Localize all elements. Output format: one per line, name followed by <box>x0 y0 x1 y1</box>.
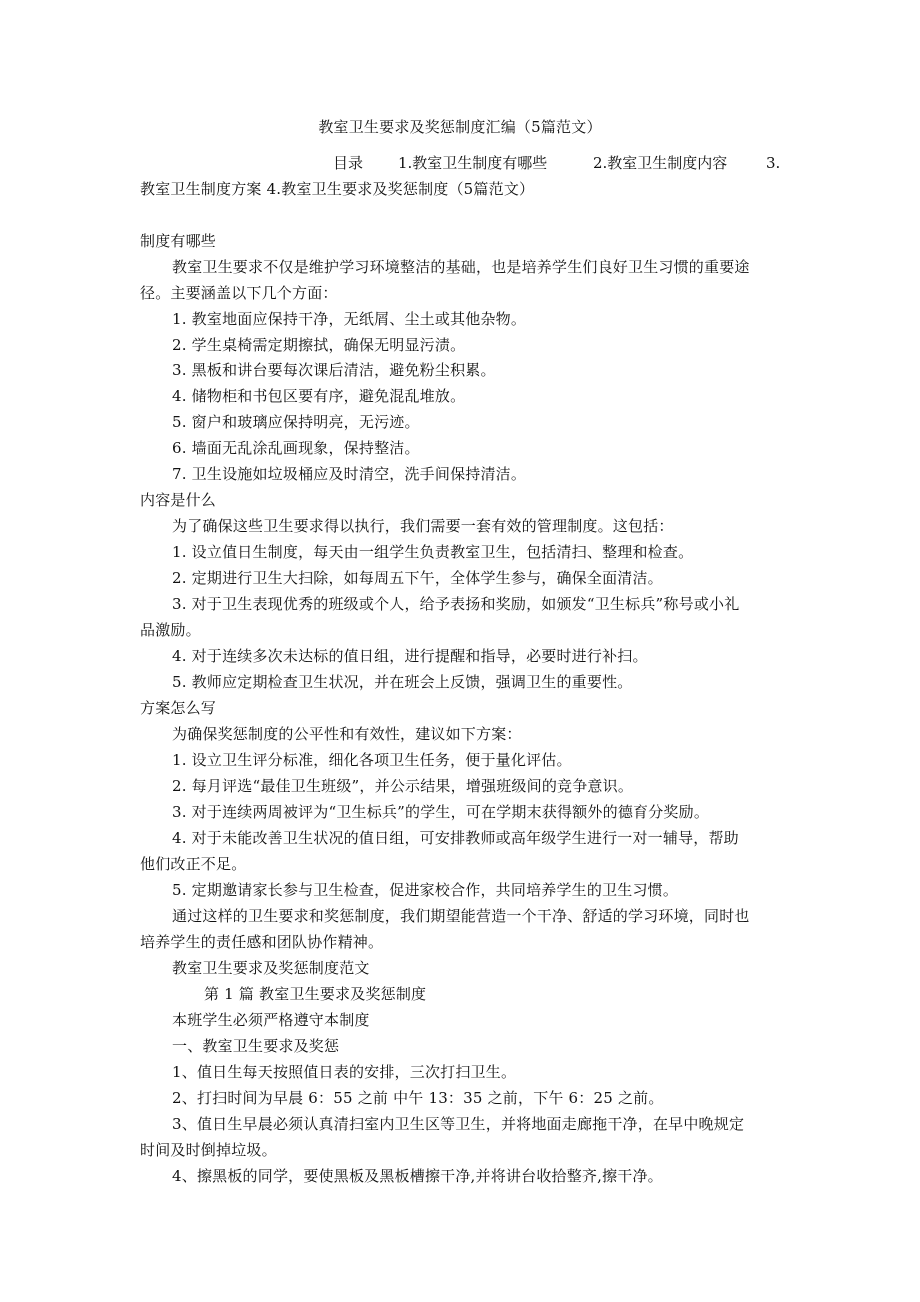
list-item: 3. 对于连续两周被评为“卫生标兵”的学生，可在学期末获得额外的德育分奖励。 <box>172 803 710 821</box>
list-item: 7. 卫生设施如垃圾桶应及时清空，洗手间保持清洁。 <box>172 465 527 483</box>
list-item: 4. 对于连续多次未达标的值日组，进行提醒和指导，必要时进行补扫。 <box>172 647 648 665</box>
toc-item-1: 1.教室卫生制度有哪些 <box>398 154 548 172</box>
list-item: 2. 每月评选“最佳卫生班级”，并公示结果，增强班级间的竞争意识。 <box>172 777 634 795</box>
paragraph: 通过这样的卫生要求和奖惩制度，我们期望能营造一个干净、舒适的学习环境，同时也 <box>172 907 750 925</box>
paragraph: 为确保奖惩制度的公平性和有效性，建议如下方案： <box>172 725 522 743</box>
toc-item-3-number: 3. <box>766 154 781 172</box>
list-item: 2. 定期进行卫生大扫除，如每周五下午，全体学生参与，确保全面清洁。 <box>172 569 663 587</box>
paragraph: 2、打扫时间为早晨 6：55 之前 中午 13：35 之前，下午 6：25 之前。 <box>172 1089 664 1107</box>
document-title: 教室卫生要求及奖惩制度汇编（5篇范文） <box>318 118 602 136</box>
paragraph: 本班学生必须严格遵守本制度 <box>172 1011 370 1029</box>
section-heading: 教室卫生要求及奖惩制度范文 <box>172 959 370 977</box>
paragraph: 径。主要涵盖以下几个方面： <box>140 284 338 302</box>
paragraph: 时间及时倒掉垃圾。 <box>140 1141 277 1159</box>
paragraph: 为了确保这些卫生要求得以执行，我们需要一套有效的管理制度。这包括： <box>172 517 674 535</box>
list-item: 5. 定期邀请家长参与卫生检查，促进家校合作，共同培养学生的卫生习惯。 <box>172 881 679 899</box>
list-item: 2. 学生桌椅需定期擦拭，确保无明显污渍。 <box>172 336 466 354</box>
list-item: 3. 对于卫生表现优秀的班级或个人，给予表扬和奖励，如颁发“卫生标兵”称号或小礼 <box>172 595 740 613</box>
list-item-continuation: 他们改正不足。 <box>140 855 247 873</box>
list-item: 1. 设立卫生评分标准，细化各项卫生任务，便于量化评估。 <box>172 751 572 769</box>
paragraph: 4、擦黑板的同学，要使黑板及黑板槽擦干净,并将讲台收拾整齐,擦干净。 <box>172 1167 663 1185</box>
toc-line-2: 教室卫生制度方案 4.教室卫生要求及奖惩制度（5篇范文） <box>140 180 535 198</box>
list-item: 4. 储物柜和书包区要有序，避免混乱堆放。 <box>172 387 466 405</box>
subsection-heading: 第 1 篇 教室卫生要求及奖惩制度 <box>204 985 427 1003</box>
list-item-continuation: 品激励。 <box>140 621 201 639</box>
list-item: 5. 窗户和玻璃应保持明亮，无污迹。 <box>172 413 420 431</box>
toc-item-2: 2.教室卫生制度内容 <box>593 154 728 172</box>
section-heading: 方案怎么写 <box>140 699 217 717</box>
paragraph: 一、教室卫生要求及奖惩 <box>172 1037 340 1055</box>
paragraph: 培养学生的责任感和团队协作精神。 <box>140 933 384 951</box>
list-item: 4. 对于未能改善卫生状况的值日组，可安排教师或高年级学生进行一对一辅导，帮助 <box>172 829 739 847</box>
paragraph: 3、值日生早晨必须认真清扫室内卫生区等卫生，并将地面走廊拖干净，在早中晚规定 <box>172 1115 745 1133</box>
list-item: 3. 黑板和讲台要每次课后清洁，避免粉尘积累。 <box>172 361 496 379</box>
list-item: 5. 教师应定期检查卫生状况，并在班会上反馈，强调卫生的重要性。 <box>172 673 633 691</box>
section-heading: 内容是什么 <box>140 491 217 509</box>
paragraph: 教室卫生要求不仅是维护学习环境整洁的基础，也是培养学生们良好卫生习惯的重要途 <box>172 258 750 276</box>
list-item: 1. 教室地面应保持干净，无纸屑、尘土或其他杂物。 <box>172 310 527 328</box>
paragraph: 1、值日生每天按照值日表的安排，三次打扫卫生。 <box>172 1063 517 1081</box>
toc-label: 目录 <box>333 154 364 172</box>
section-heading: 制度有哪些 <box>140 232 217 250</box>
list-item: 1. 设立值日生制度，每天由一组学生负责教室卫生，包括清扫、整理和检查。 <box>172 543 694 561</box>
list-item: 6. 墙面无乱涂乱画现象，保持整洁。 <box>172 439 420 457</box>
